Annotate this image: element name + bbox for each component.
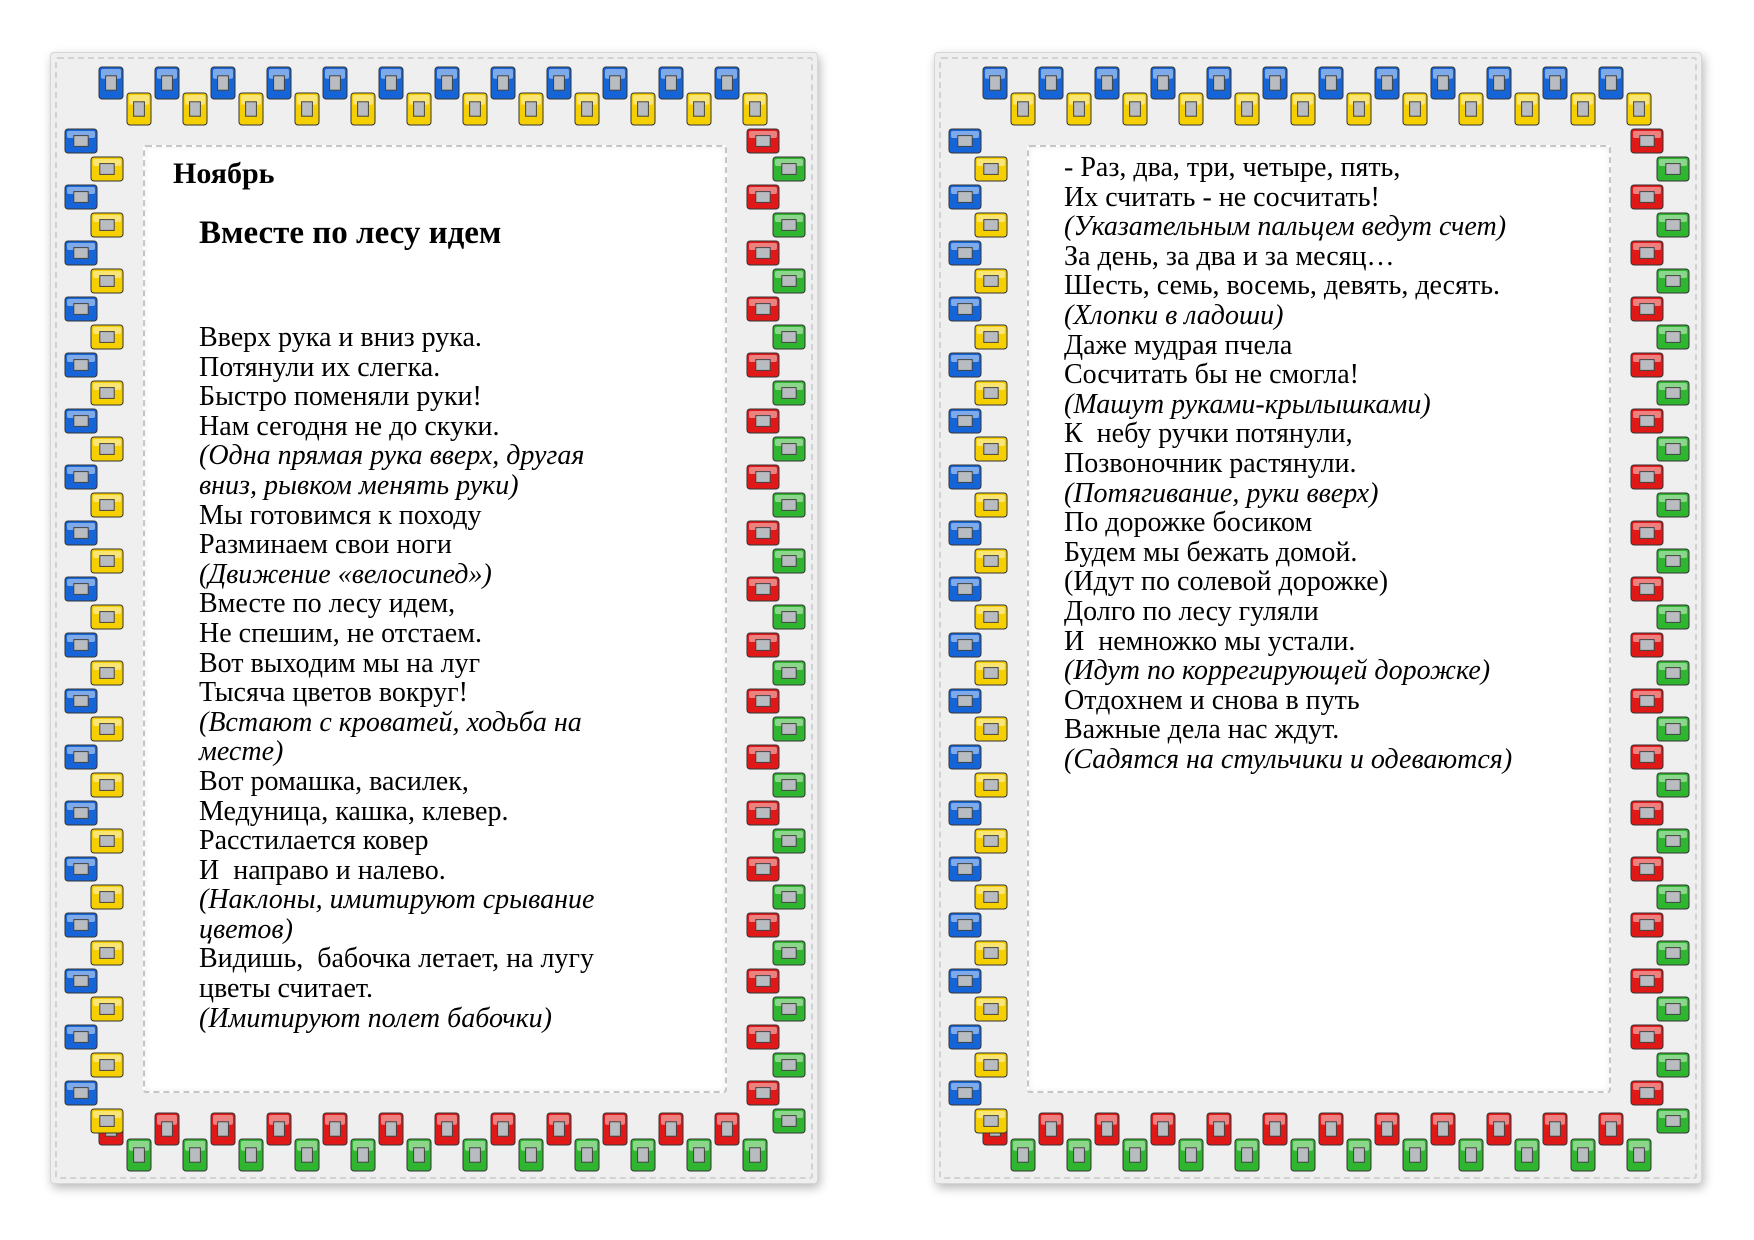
border-tile [1631, 689, 1663, 713]
border-tile [91, 717, 123, 741]
stage-direction: (Потягивание, руки вверх) [1064, 477, 1379, 509]
border-tile [975, 1109, 1007, 1133]
border-tile [1207, 1113, 1231, 1145]
border-tile [1067, 1139, 1091, 1171]
border-tile [91, 997, 123, 1021]
border-tile [747, 297, 779, 321]
border-tile [91, 493, 123, 517]
border-tile [1151, 67, 1175, 99]
border-tile [491, 67, 515, 99]
border-tile [1627, 1139, 1651, 1171]
border-tile [975, 941, 1007, 965]
border-tile [949, 857, 981, 881]
border-tile [603, 67, 627, 99]
border-tile [1631, 857, 1663, 881]
border-tile [1179, 1139, 1203, 1171]
border-tile [99, 67, 123, 99]
border-tile [65, 577, 97, 601]
border-tile [91, 549, 123, 573]
border-tile [747, 913, 779, 937]
border-tile [1631, 1081, 1663, 1105]
poem-text-left [199, 323, 594, 1033]
border-tile [1657, 1053, 1689, 1077]
border-tile [975, 157, 1007, 181]
border-tile [407, 1139, 431, 1171]
stage-direction: (Хлопки в ладоши) [1064, 299, 1284, 331]
poem-line: И направо и налево. [199, 854, 446, 886]
stage-direction: (Указательным пальцем ведут счет) [1064, 211, 1507, 243]
border-tile [1657, 437, 1689, 461]
stage-direction: цветов) [199, 913, 293, 945]
border-tile [949, 969, 981, 993]
border-tile [975, 829, 1007, 853]
poem-line: Вот выходим мы на луг [199, 647, 481, 679]
border-tile [949, 913, 981, 937]
border-tile [65, 857, 97, 881]
stage-direction: (Движение «велосипед») [199, 558, 492, 590]
border-tile [773, 493, 805, 517]
border-tile [183, 1139, 207, 1171]
border-tile [239, 1139, 263, 1171]
border-tile [1657, 885, 1689, 909]
border-tile [1403, 93, 1427, 125]
border-tile [1403, 1139, 1427, 1171]
border-tile [1631, 633, 1663, 657]
border-tile [267, 1113, 291, 1145]
border-tile [949, 633, 981, 657]
border-tile [1263, 1113, 1287, 1145]
poem-line: Медуница, кашка, клевер. [199, 795, 509, 827]
border-tile [975, 213, 1007, 237]
border-tile [747, 521, 779, 545]
border-tile [1631, 577, 1663, 601]
border-tile [1657, 997, 1689, 1021]
border-tile [773, 885, 805, 909]
border-tile [1631, 1025, 1663, 1049]
border-tile [631, 93, 655, 125]
border-tile [747, 129, 779, 153]
border-tile [1657, 493, 1689, 517]
border-tile [211, 1113, 235, 1145]
border-tile [1657, 325, 1689, 349]
border-tile [1631, 465, 1663, 489]
stage-direction: (Садятся на стульчики и одеваются) [1064, 743, 1513, 775]
poem-title: Вместе по лесу идем [199, 215, 502, 251]
border-tile [659, 67, 683, 99]
border-tile [65, 521, 97, 545]
border-tile [1657, 773, 1689, 797]
border-tile [743, 93, 767, 125]
border-tile [65, 465, 97, 489]
border-tile [65, 801, 97, 825]
border-tile [1235, 93, 1259, 125]
border-tile [65, 969, 97, 993]
border-tile [1515, 1139, 1539, 1171]
border-tile [323, 1113, 347, 1145]
poem-line: Позвоночник растянули. [1064, 447, 1357, 479]
border-tile [949, 801, 981, 825]
border-tile [65, 745, 97, 769]
border-tile [1319, 67, 1343, 99]
border-tile [491, 1113, 515, 1145]
right-page-card [934, 52, 1702, 1184]
poem-line: И немножко мы устали. [1064, 625, 1356, 657]
border-tile [1657, 661, 1689, 685]
border-tile [1123, 93, 1147, 125]
border-tile [1657, 941, 1689, 965]
border-tile [1011, 93, 1035, 125]
border-tile [435, 1113, 459, 1145]
border-tile [1631, 913, 1663, 937]
border-tile [547, 1113, 571, 1145]
border-tile [975, 997, 1007, 1021]
border-tile [1459, 1139, 1483, 1171]
border-tile [295, 1139, 319, 1171]
border-tile [267, 67, 291, 99]
poem-line: Важные дела нас ждут. [1064, 714, 1340, 746]
border-tile [1235, 1139, 1259, 1171]
border-tile [211, 67, 235, 99]
poem-line: Быстро поменяли руки! [199, 381, 482, 413]
border-tile [747, 1025, 779, 1049]
border-tile [463, 93, 487, 125]
border-tile [91, 381, 123, 405]
poem-line: Отдохнем и снова в путь [1064, 684, 1360, 716]
left-page-card [50, 52, 818, 1184]
border-tile [1631, 409, 1663, 433]
border-tile [773, 269, 805, 293]
border-tile [773, 997, 805, 1021]
border-tile [1631, 297, 1663, 321]
border-tile [975, 325, 1007, 349]
border-tile [975, 493, 1007, 517]
border-tile [975, 661, 1007, 685]
border-tile [1319, 1113, 1343, 1145]
border-tile [949, 353, 981, 377]
border-tile [747, 577, 779, 601]
border-tile [91, 773, 123, 797]
border-tile [323, 67, 347, 99]
border-tile [91, 157, 123, 181]
border-tile [715, 67, 739, 99]
border-tile [65, 353, 97, 377]
border-tile [1095, 1113, 1119, 1145]
border-tile [1375, 1113, 1399, 1145]
border-tile [773, 325, 805, 349]
border-tile [747, 745, 779, 769]
border-tile [65, 129, 97, 153]
border-tile [1095, 67, 1119, 99]
poem-line: Шесть, семь, восемь, девять, десять. [1064, 270, 1500, 302]
border-tile [1123, 1139, 1147, 1171]
border-tile [975, 717, 1007, 741]
border-tile [1487, 67, 1511, 99]
border-tile [91, 325, 123, 349]
border-tile [975, 381, 1007, 405]
border-tile [91, 661, 123, 685]
border-tile [295, 93, 319, 125]
border-tile [949, 297, 981, 321]
border-tile [435, 67, 459, 99]
border-tile [91, 1053, 123, 1077]
border-tile [91, 213, 123, 237]
border-tile [949, 185, 981, 209]
border-tile [65, 297, 97, 321]
border-tile [715, 1113, 739, 1145]
poem-line: За день, за два и за месяц… [1064, 240, 1395, 272]
border-tile [747, 689, 779, 713]
border-tile [575, 1139, 599, 1171]
border-tile [155, 67, 179, 99]
border-tile [747, 465, 779, 489]
poem-line: Вверх рука и вниз рука. [199, 322, 482, 353]
border-tile [975, 605, 1007, 629]
border-tile [773, 437, 805, 461]
border-tile [949, 1025, 981, 1049]
border-tile [747, 1081, 779, 1105]
border-tile [65, 913, 97, 937]
poem-line: К небу ручки потянули, [1064, 418, 1353, 450]
border-tile [407, 93, 431, 125]
border-tile [379, 67, 403, 99]
border-tile [773, 381, 805, 405]
poem-line: Мы готовимся к походу [199, 499, 482, 531]
border-tile [1543, 67, 1567, 99]
poem-line: Нам сегодня не до скуки. [199, 410, 500, 442]
border-tile [1011, 1139, 1035, 1171]
border-tile [1375, 67, 1399, 99]
border-tile [1179, 93, 1203, 125]
border-tile [547, 67, 571, 99]
stage-direction: (Идут по коррегирующей дорожке) [1064, 655, 1491, 687]
border-tile [1657, 605, 1689, 629]
border-tile [659, 1113, 683, 1145]
border-tile [773, 605, 805, 629]
border-tile [1347, 1139, 1371, 1171]
border-tile [1515, 93, 1539, 125]
border-tile [65, 689, 97, 713]
border-tile [747, 241, 779, 265]
border-tile [1291, 1139, 1315, 1171]
border-tile [1657, 269, 1689, 293]
border-tile [1263, 67, 1287, 99]
border-tile [747, 353, 779, 377]
border-tile [1631, 745, 1663, 769]
border-tile [975, 773, 1007, 797]
border-tile [975, 885, 1007, 909]
border-tile [155, 1113, 179, 1145]
poem-text-right [1064, 153, 1512, 774]
stage-direction: месте) [199, 736, 284, 768]
border-tile [975, 437, 1007, 461]
border-tile [983, 67, 1007, 99]
border-tile [1571, 93, 1595, 125]
border-tile [1657, 213, 1689, 237]
border-tile [91, 605, 123, 629]
border-tile [773, 661, 805, 685]
border-tile [949, 577, 981, 601]
poem-line: По дорожке босиком [1064, 507, 1313, 539]
poem-line: - Раз, два, три, четыре, пять, [1064, 152, 1401, 183]
border-tile [975, 549, 1007, 573]
border-tile [1631, 241, 1663, 265]
border-tile [975, 1053, 1007, 1077]
poem-line: Их считать - не сосчитать! [1064, 181, 1380, 213]
border-tile [575, 93, 599, 125]
border-tile [1431, 67, 1455, 99]
border-tile [65, 1081, 97, 1105]
border-tile [1657, 549, 1689, 573]
border-tile [65, 409, 97, 433]
border-tile [1657, 381, 1689, 405]
border-tile [949, 241, 981, 265]
border-tile [949, 465, 981, 489]
border-tile [1631, 801, 1663, 825]
border-tile [1657, 1109, 1689, 1133]
border-tile [91, 941, 123, 965]
poem-line: Вместе по лесу идем, [199, 588, 456, 620]
border-tile [127, 1139, 151, 1171]
border-tile [1543, 1113, 1567, 1145]
stage-direction: (Наклоны, имитируют срывание [199, 884, 595, 916]
poem-line: Вот ромашка, василек, [199, 765, 469, 797]
poem-line: Видишь, бабочка летает, на лугу [199, 943, 594, 975]
border-tile [949, 129, 981, 153]
border-tile [91, 829, 123, 853]
border-tile [351, 1139, 375, 1171]
border-tile [687, 93, 711, 125]
border-tile [127, 93, 151, 125]
border-tile [91, 1109, 123, 1133]
border-tile [351, 93, 375, 125]
stage-direction: (Машут руками-крылышками) [1064, 388, 1431, 420]
border-tile [773, 549, 805, 573]
stage-direction: вниз, рывком менять руки) [199, 469, 519, 501]
month-heading: Ноябрь [173, 157, 275, 190]
border-tile [1039, 67, 1063, 99]
border-tile [1067, 93, 1091, 125]
border-tile [65, 185, 97, 209]
border-tile [91, 269, 123, 293]
border-tile [631, 1139, 655, 1171]
poem-line: Не спешим, не отстаем. [199, 617, 482, 649]
border-tile [1657, 717, 1689, 741]
poem-line: Тысяча цветов вокруг! [199, 677, 468, 709]
border-tile [773, 213, 805, 237]
poem-line: Будем мы бежать домой. [1064, 536, 1358, 568]
border-tile [687, 1139, 711, 1171]
border-tile [1459, 93, 1483, 125]
border-tile [1631, 521, 1663, 545]
border-tile [949, 689, 981, 713]
border-tile [747, 633, 779, 657]
border-tile [773, 829, 805, 853]
stage-direction: (Встают с кроватей, ходьба на [199, 706, 582, 738]
border-tile [65, 1025, 97, 1049]
border-tile [975, 269, 1007, 293]
border-tile [1631, 185, 1663, 209]
border-tile [519, 1139, 543, 1171]
border-tile [949, 745, 981, 769]
border-tile [91, 437, 123, 461]
poem-line: Расстилается ковер [199, 825, 429, 857]
border-tile [773, 717, 805, 741]
poem-line: Разминаем свои ноги [199, 529, 452, 561]
border-tile [1039, 1113, 1063, 1145]
border-tile [519, 93, 543, 125]
border-tile [773, 157, 805, 181]
poem-line: (Идут по солевой дорожке) [1064, 566, 1389, 598]
border-tile [1347, 93, 1371, 125]
border-tile [1657, 829, 1689, 853]
border-tile [743, 1139, 767, 1171]
border-tile [949, 409, 981, 433]
border-tile [949, 521, 981, 545]
border-tile [603, 1113, 627, 1145]
border-tile [1657, 157, 1689, 181]
border-tile [1599, 67, 1623, 99]
border-tile [1631, 129, 1663, 153]
poem-line: Потянули их слегка. [199, 351, 441, 383]
poem-line: Сосчитать бы не смогла! [1064, 359, 1359, 391]
border-tile [1627, 93, 1651, 125]
border-tile [773, 773, 805, 797]
border-tile [463, 1139, 487, 1171]
border-tile [747, 801, 779, 825]
border-tile [1487, 1113, 1511, 1145]
border-tile [183, 93, 207, 125]
border-tile [949, 1081, 981, 1105]
poem-line: Даже мудрая пчела [1064, 329, 1293, 361]
border-tile [1599, 1113, 1623, 1145]
border-tile [773, 1053, 805, 1077]
border-tile [1291, 93, 1315, 125]
border-tile [1431, 1113, 1455, 1145]
border-tile [1207, 67, 1231, 99]
border-tile [1631, 969, 1663, 993]
border-tile [747, 969, 779, 993]
border-tile [747, 409, 779, 433]
border-tile [379, 1113, 403, 1145]
poem-line: цветы считает. [199, 973, 374, 1005]
border-tile [1151, 1113, 1175, 1145]
border-tile [747, 185, 779, 209]
border-tile [1631, 353, 1663, 377]
poem-line: Долго по лесу гуляли [1064, 595, 1319, 627]
border-tile [65, 633, 97, 657]
stage-direction: (Имитируют полет бабочки) [199, 1002, 552, 1034]
border-tile [773, 941, 805, 965]
border-tile [65, 241, 97, 265]
stage-direction: (Одна прямая рука вверх, другая [199, 440, 585, 472]
border-tile [91, 885, 123, 909]
border-tile [239, 93, 263, 125]
border-tile [747, 857, 779, 881]
border-tile [773, 1109, 805, 1133]
border-tile [1571, 1139, 1595, 1171]
